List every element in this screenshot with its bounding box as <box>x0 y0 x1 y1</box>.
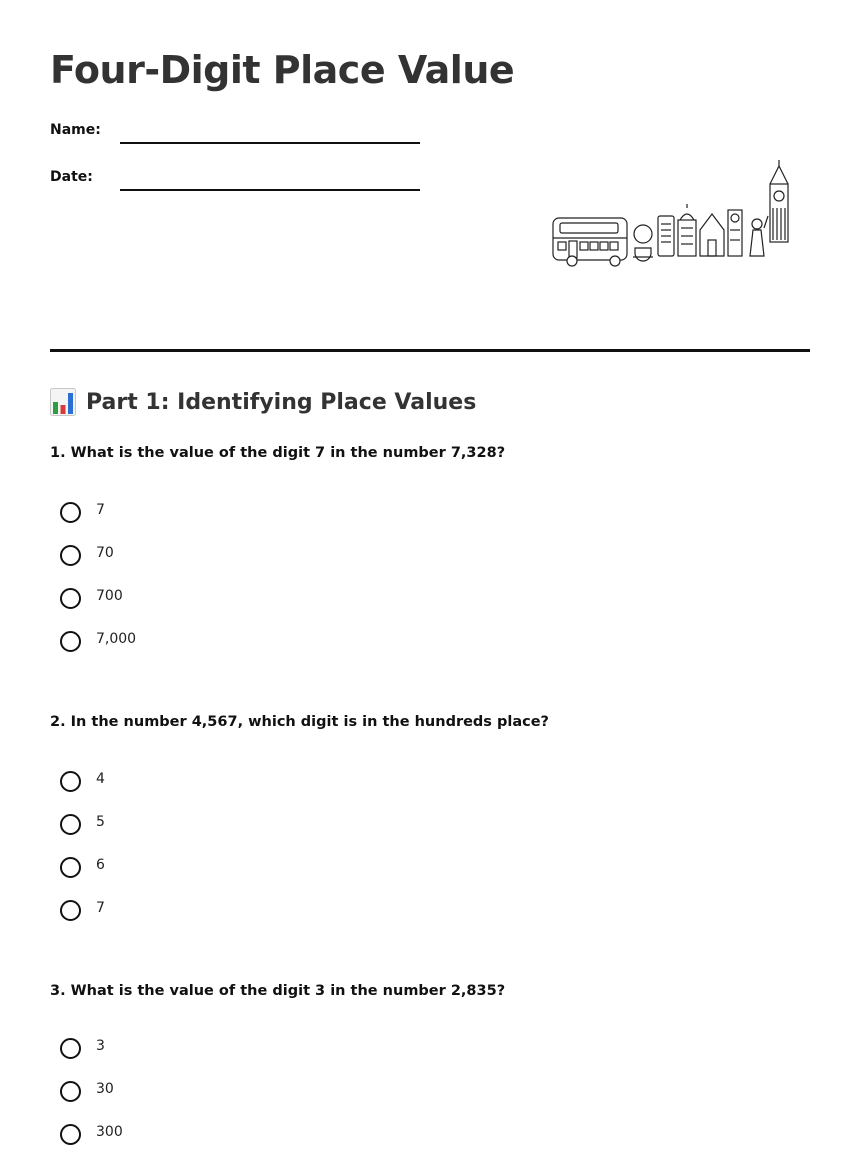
answer-options <box>60 770 105 942</box>
name-label: Name: <box>50 122 101 138</box>
worksheet-title: Four-Digit Place Value <box>50 48 515 92</box>
london-landmarks-icon <box>550 158 794 272</box>
answer-option[interactable] <box>60 1123 123 1166</box>
answer-options <box>60 501 136 673</box>
question-2 <box>50 714 810 916</box>
answer-label: 5 <box>96 814 105 830</box>
radio-button[interactable] <box>60 545 81 566</box>
answer-label: 300 <box>96 1124 123 1140</box>
answer-label: 4 <box>96 771 105 787</box>
answer-options <box>60 1037 123 1166</box>
answer-option[interactable] <box>60 587 136 630</box>
question-3 <box>50 983 810 1140</box>
answer-option[interactable] <box>60 544 136 587</box>
answer-label: 6 <box>96 857 105 873</box>
date-field <box>50 169 430 199</box>
question-text: 3. What is the value of the digit 3 in the number 2,835? <box>50 983 506 999</box>
answer-label: 7 <box>96 502 105 518</box>
date-label: Date: <box>50 169 93 185</box>
name-line[interactable] <box>120 142 420 144</box>
answer-option[interactable] <box>60 856 105 899</box>
bar-chart-icon <box>50 388 76 416</box>
section-divider <box>50 349 810 352</box>
answer-option[interactable] <box>60 899 105 942</box>
radio-button[interactable] <box>60 1081 81 1102</box>
answer-label: 30 <box>96 1081 114 1097</box>
answer-option[interactable] <box>60 630 136 673</box>
answer-option[interactable] <box>60 770 105 813</box>
answer-label: 7,000 <box>96 631 137 647</box>
answer-label: 3 <box>96 1038 105 1054</box>
question-text: 1. What is the value of the digit 7 in the number 7,328? <box>50 445 506 461</box>
radio-button[interactable] <box>60 771 81 792</box>
question-1 <box>50 445 810 647</box>
radio-button[interactable] <box>60 588 81 609</box>
radio-button[interactable] <box>60 631 81 652</box>
answer-label: 70 <box>96 545 114 561</box>
radio-button[interactable] <box>60 1124 81 1145</box>
answer-label: 7 <box>96 900 105 916</box>
question-text: 2. In the number 4,567, which digit is in the hundreds place? <box>50 714 549 730</box>
radio-button[interactable] <box>60 502 81 523</box>
answer-option[interactable] <box>60 813 105 856</box>
radio-button[interactable] <box>60 1038 81 1059</box>
section-title-text: Part 1: Identifying Place Values <box>86 389 477 415</box>
radio-button[interactable] <box>60 814 81 835</box>
radio-button[interactable] <box>60 900 81 921</box>
section-heading <box>50 388 476 416</box>
answer-option[interactable] <box>60 1037 123 1080</box>
answer-label: 700 <box>96 588 123 604</box>
answer-option[interactable] <box>60 1080 123 1123</box>
date-line[interactable] <box>120 189 420 191</box>
radio-button[interactable] <box>60 857 81 878</box>
answer-option[interactable] <box>60 501 136 544</box>
name-field <box>50 122 430 152</box>
